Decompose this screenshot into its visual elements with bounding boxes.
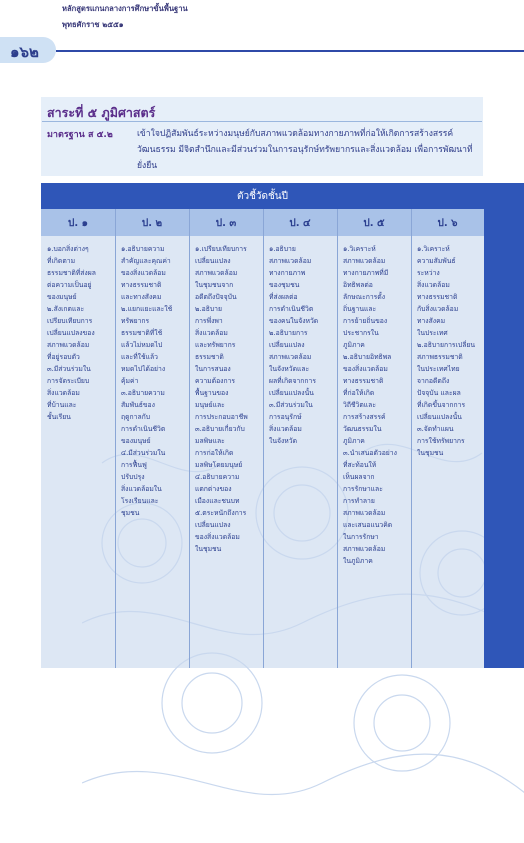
indicator-line: อิทธิพลต่อ (343, 281, 373, 289)
indicator-line: ทางกายภาพ (269, 269, 306, 277)
indicator-line: ๓.อธิบายเกี่ยวกับ (195, 425, 245, 433)
indicator-line: ในชุมชน (195, 545, 222, 553)
indicator-column-p5 (343, 243, 409, 567)
indicator-line: สภาพแวดล้อม (343, 509, 386, 517)
indicator-line: ของสิ่งแวดล้อม (343, 365, 388, 373)
indicator-line: การใช้ทรัพยากร (417, 437, 465, 445)
grade-p4: ป. ๔ (289, 218, 311, 229)
indicator-line: ปรับปรุง (121, 473, 145, 481)
indicator-line: ๕.ตระหนักถึงการ (195, 509, 247, 517)
indicator-line: เปลี่ยนแปลง (269, 341, 305, 349)
indicator-line: ต่อความเป็นอยู่ (47, 281, 92, 289)
indicator-line: สิ่งแวดล้อม (417, 281, 450, 289)
indicator-line: ทางธรรมชาติ (417, 293, 458, 301)
indicator-line: กับสิ่งแวดล้อม (417, 305, 459, 313)
indicator-line: สัมพันธ์ของ (121, 401, 155, 409)
indicator-line: สำคัญและคุณค่า (121, 257, 171, 265)
indicator-line: คุ้มค่า (121, 377, 139, 385)
indicator-line: ในชุมชนจาก (195, 281, 234, 289)
indicator-line: ในการสนอง (195, 365, 231, 373)
standard-text: เข้าใจปฏิสัมพันธ์ระหว่างมนุษย์กับสภาพแวดล้อมทางกายภาพที่ก่อให้เกิดการสร้างสรรค์วัฒนธรรม มีจิตสำนึกและมีส่วนร่วมในการอนุรักษ์ทรัพยากรและสิ่งแวดล้อม เพื่อการพัฒนาที่ยั่งยืน (137, 129, 473, 171)
indicator-line: ของมนุษย์ (47, 293, 77, 301)
indicator-line: ที่อยู่รอบตัว (47, 353, 80, 361)
indicator-line: ธรรมชาติที่ส่งผล (47, 269, 96, 277)
indicator-line: ถิ่นฐานและ (343, 305, 377, 313)
column-divider (411, 209, 412, 668)
indicator-line: ๑.วิเคราะห์ (417, 245, 450, 253)
indicator-line: และทางสังคม (121, 293, 162, 301)
indicator-line: การสร้างสรรค์ (343, 413, 386, 421)
indicator-line: สิ่งแวดล้อม (269, 425, 302, 433)
indicator-line: ธรรมชาติที่ใช้ (121, 329, 163, 337)
indicator-line: จากอดีตถึง (417, 377, 450, 385)
indicator-line: มนุษย์และ (195, 401, 225, 409)
book-title: หลักสูตรแกนกลางการศึกษาขั้นพื้นฐาน (62, 4, 188, 13)
indicator-line: วัฒนธรรมใน (343, 425, 382, 433)
indicator-line: ที่สะท้อนให้ (343, 461, 377, 469)
indicator-line: ๔.อธิบายความ (195, 473, 240, 481)
indicator-line: เมืองและชนบท (195, 497, 240, 505)
indicator-line: ในจังหวัดและ (269, 365, 310, 373)
indicator-line: ๒.แยกแยะและใช้ (121, 305, 173, 313)
indicator-line: ในชุมชน (417, 449, 444, 457)
indicator-line: ชุมชน (121, 509, 140, 517)
indicator-line: สภาพแวดล้อม (269, 257, 312, 265)
indicator-line: ๓.นำเสนอตัวอย่าง (343, 449, 397, 457)
standard-code: มาตรฐาน ส ๕.๒ (47, 130, 113, 140)
table-header-label: ตัวชี้วัดชั้นปี (237, 191, 288, 202)
indicator-line: ๔.มีส่วนร่วมใน (121, 449, 166, 457)
indicator-line: มลพิษและ (195, 437, 225, 445)
indicator-line: ทางกายภาพที่มี (343, 269, 389, 277)
indicator-line: ๓.อธิบายความ (121, 389, 165, 397)
column-divider (263, 209, 264, 668)
indicator-line: เปรียบเทียบการ (47, 317, 93, 325)
grade-p2: ป. ๒ (141, 218, 163, 229)
indicator-line: ในการรักษา (343, 533, 379, 541)
indicator-line: สภาพธรรมชาติ (417, 353, 463, 361)
indicator-column-p6 (417, 243, 483, 459)
indicator-line: ในประเทศไทย (417, 365, 460, 373)
indicator-line: แตกต่างของ (195, 485, 232, 493)
indicator-line: ๒.อธิบายการ (269, 329, 308, 337)
indicator-line: ของมนุษย์ (121, 437, 151, 445)
indicator-line: ภูมิภาค (343, 437, 365, 445)
strand-divider (42, 121, 482, 122)
indicator-line: ที่ก่อให้เกิด (343, 389, 375, 397)
indicator-line: ๑.วิเคราะห์ (343, 245, 376, 253)
indicator-line: วิถีชีวิตและ (343, 401, 376, 409)
indicator-line: ที่เกิดตาม (47, 257, 76, 265)
indicator-line: ภูมิภาค (343, 341, 365, 349)
indicator-line: ที่เกิดขึ้นจากการ (417, 401, 466, 409)
indicator-table (41, 183, 484, 668)
grade-p1: ป. ๑ (68, 218, 88, 229)
indicator-line: ๑.บอกสิ่งต่างๆ (47, 245, 89, 253)
indicator-line: ความสัมพันธ์ (417, 257, 456, 265)
indicator-line: ๓.มีส่วนร่วมใน (269, 401, 313, 409)
indicator-line: การประกอบอาชีพ (195, 413, 248, 421)
indicator-line: แล้วไม่หมดไป (121, 341, 163, 349)
indicator-line: ในประเทศ (417, 329, 448, 337)
indicator-line: ๓.จัดทำแผน (417, 425, 454, 433)
indicator-column-p1 (47, 243, 113, 423)
indicator-line: และเสนอแนวคิด (343, 521, 393, 529)
indicator-line: การฟื้นฟู (121, 461, 147, 469)
indicator-line: ทรัพยากร (121, 317, 150, 325)
indicator-line: การอนุรักษ์ (269, 413, 302, 421)
indicator-line: ชั้นเรียน (47, 413, 71, 421)
indicator-line: ของชุมชน (269, 281, 300, 289)
indicator-line: ในภูมิภาค (343, 557, 373, 565)
indicator-line: ๑.เปรียบเทียบการ (195, 245, 247, 253)
indicator-line: ที่บ้านและ (47, 401, 77, 409)
indicator-line: หมดไปได้อย่าง (121, 365, 166, 373)
indicator-line: การจัดระเบียบ (47, 377, 90, 385)
indicator-line: สภาพแวดล้อม (269, 353, 312, 361)
indicator-line: ของสิ่งแวดล้อม (121, 269, 166, 277)
indicator-line: ๑.อธิบาย (269, 245, 296, 253)
indicator-line: การทำลาย (343, 497, 375, 505)
indicator-line: สิ่งแวดล้อม (195, 329, 228, 337)
indicator-column-p3 (195, 243, 261, 555)
indicator-line: ของสิ่งแวดล้อม (195, 533, 240, 541)
indicator-line: มลพิษโดยมนุษย์ (195, 461, 243, 469)
indicator-line: การพึ่งพา (195, 317, 223, 325)
strand-title: สาระที่ ๕ ภูมิศาสตร์ (47, 105, 156, 120)
indicator-line: เปลี่ยนแปลงนั้น (269, 389, 314, 397)
indicator-line: สภาพแวดล้อม (343, 545, 386, 553)
indicator-line: ผลที่เกิดจากการ (269, 377, 316, 385)
column-divider (337, 209, 338, 668)
indicator-line: สิ่งแวดล้อมใน (121, 485, 162, 493)
indicator-line: ในจังหวัด (269, 437, 297, 445)
indicator-column-p4 (269, 243, 335, 447)
indicator-line: สภาพแวดล้อม (195, 269, 238, 277)
indicator-line: ๒.อธิบาย (195, 305, 222, 313)
indicator-line: สภาพแวดล้อม (343, 257, 386, 265)
table-header (41, 183, 484, 209)
indicator-line: เห็นผลจาก (343, 473, 375, 481)
indicator-line: ลักษณะการตั้ง (343, 293, 386, 301)
column-divider (115, 209, 116, 668)
indicator-line: ทางสังคม (417, 317, 446, 325)
indicator-line: การย้ายถิ่นของ (343, 317, 388, 325)
indicator-line: สภาพแวดล้อม (47, 341, 90, 349)
indicator-line: อดีตถึงปัจจุบัน (195, 293, 237, 301)
book-subtitle: พุทธศักราช ๒๕๕๑ (62, 20, 124, 29)
right-side-bar (484, 183, 524, 668)
grade-p3: ป. ๓ (215, 218, 237, 229)
indicator-line: เปลี่ยนแปลง (195, 521, 231, 529)
indicator-line: ทางธรรมชาติ (121, 281, 162, 289)
indicator-line: ธรรมชาติ (195, 353, 224, 361)
grade-p6: ป. ๖ (437, 218, 458, 229)
indicator-line: เปลี่ยนแปลงนั้น (417, 413, 462, 421)
indicator-line: ๒.อธิบายอิทธิพล (343, 353, 392, 361)
indicator-line: เปลี่ยนแปลง (195, 257, 231, 265)
indicator-column-p2 (121, 243, 187, 519)
indicator-line: ๑.อธิบายความ (121, 245, 165, 253)
indicator-line: โรงเรียนและ (121, 497, 159, 505)
indicator-line: การรักษาและ (343, 485, 383, 493)
page-number-tab (0, 37, 56, 63)
indicator-line: ๒.สังเกตและ (47, 305, 85, 313)
indicator-line: ที่ส่งผลต่อ (269, 293, 298, 301)
page-number: ๑๖๒ (10, 43, 39, 61)
indicator-line: ประชากรใน (343, 329, 379, 337)
indicator-line: ฤดูกาลกับ (121, 413, 151, 421)
indicator-line: การดำเนินชีวิต (121, 425, 166, 433)
column-divider (189, 209, 190, 668)
header-divider (56, 50, 524, 52)
indicator-line: สิ่งแวดล้อม (47, 389, 80, 397)
indicator-line: ของคนในจังหวัด (269, 317, 319, 325)
indicator-line: การดำเนินชีวิต (269, 305, 314, 313)
indicator-line: พื้นฐานของ (195, 389, 229, 397)
indicator-line: ความต้องการ (195, 377, 236, 385)
indicator-line: การก่อให้เกิด (195, 449, 234, 457)
indicator-line: ปัจจุบัน และผล (417, 389, 461, 397)
indicator-line: ทางธรรมชาติ (343, 377, 384, 385)
grade-p5: ป. ๕ (363, 218, 385, 229)
indicator-line: ระหว่าง (417, 269, 440, 277)
indicator-line: และทรัพยากร (195, 341, 236, 349)
indicator-line: และที่ใช้แล้ว (121, 353, 158, 361)
indicator-line: เปลี่ยนแปลงของ (47, 329, 95, 337)
indicator-line: ๓.มีส่วนร่วมใน (47, 365, 91, 373)
indicator-line: ๒.อธิบายการเปลี่ยน (417, 341, 475, 349)
